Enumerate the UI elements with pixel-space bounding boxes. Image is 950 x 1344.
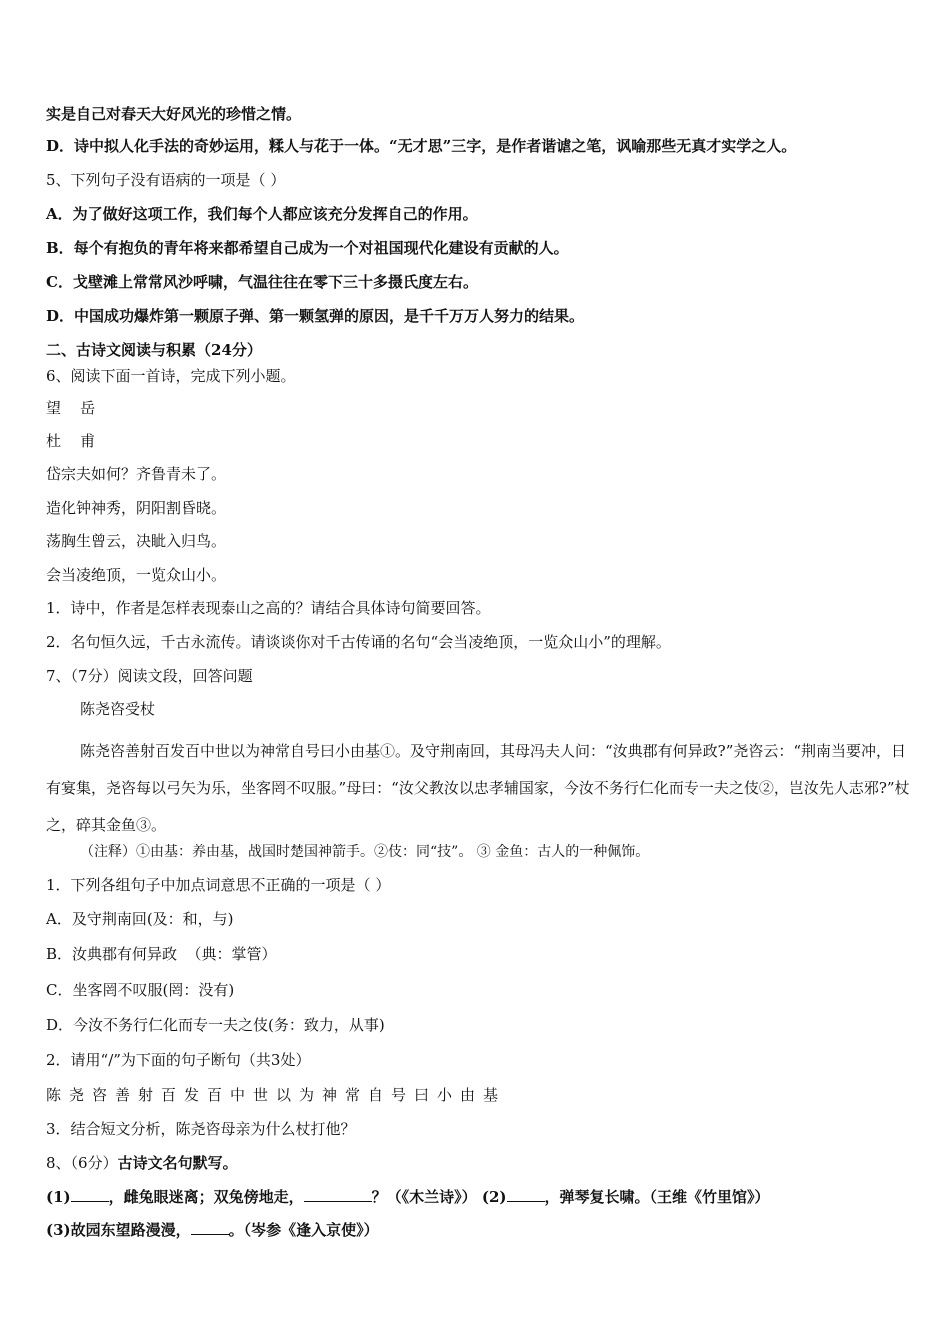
question-8-title: [46, 1153, 910, 1173]
option-d-line: D．诗中拟人化手法的奇妙运用，糅人与花于一体。“无才思”三字，是作者谐谑之笔，讽喻那些无真才实学之人。: [46, 137, 797, 155]
question-7-3: 3．结合短文分析，陈尧咨母亲为什么杖打他？: [46, 1120, 356, 1138]
question-7-1-option-a: A．及守荆南回(及：和，与): [46, 910, 234, 928]
answer-blank[interactable]: [304, 1187, 372, 1202]
text-line: 实是自己对春天大好风光的珍惜之情。: [46, 105, 302, 123]
poem-author: 杜 甫: [46, 432, 96, 450]
question-8-text: 古诗文名句默写。: [117, 1154, 238, 1172]
poem-line-3: 荡胸生曾云，决眦入归鸟。: [46, 532, 227, 550]
answer-blank[interactable]: [191, 1220, 229, 1235]
passage-title: 陈尧咨受杖: [80, 700, 156, 718]
fill-label-1: (1): [46, 1188, 71, 1206]
question-5-option-b: B．每个有抱负的青年将来都希望自己成为一个对祖国现代化建设有贡献的人。: [46, 239, 569, 257]
question-8-line-1: [46, 1187, 910, 1207]
question-6-title: 6、阅读下面一首诗，完成下列小题。: [46, 367, 296, 385]
answer-blank[interactable]: [71, 1187, 109, 1202]
question-8-number: 8、（6分）: [46, 1154, 118, 1172]
question-6-2: 2．名句恒久远，千古永流传。请谈谈你对千古传诵的名句“会当凌绝顶，一览众山小”的理解。: [46, 633, 671, 651]
question-5-option-d: D．中国成功爆炸第一颗原子弹、第一颗氢弹的原因，是千千万万人努力的结果。: [46, 307, 585, 325]
fill-text-5: 。（岑参《逢入京使》）: [228, 1221, 379, 1239]
poem-line-4: 会当凌绝顶，一览众山小。: [46, 566, 227, 584]
question-7-title: 7、（7分）阅读文段，回答问题: [46, 667, 253, 685]
question-8-line-3: [46, 1220, 910, 1240]
question-7-1-option-b: B．汝典郡有何异政 （典：掌管）: [46, 945, 277, 963]
question-5-title: 5、下列句子没有语病的一项是（ ）: [46, 171, 286, 189]
question-6-1: 1．诗中，作者是怎样表现泰山之高的？请结合具体诗句简要回答。: [46, 599, 491, 617]
answer-blank[interactable]: [507, 1187, 545, 1202]
question-5-option-c: C．戈壁滩上常常风沙呼啸，气温往往在零下三十多摄氏度左右。: [46, 273, 478, 291]
fill-text-3: ，弹琴复长啸。（王维《竹里馆》）: [544, 1188, 770, 1206]
question-7-1-option-d: D．今汝不务行仁化而专一夫之伎(务：致力，从事): [46, 1016, 385, 1034]
poem-line-1: 岱宗夫如何？齐鲁青未了。: [46, 465, 227, 483]
passage-paragraph: 陈尧咨善射百发百中世以为神常自号曰小由基①。及守荆南回，其母冯夫人问：“汝典郡有何异政?”尧咨云：“荆南当要冲，日有宴集，尧咨每以弓矢为乐，坐客罔不叹服。”母曰：“汝父教汝以忠孝辅国家，今汝不务行仁化而专一夫之伎②，岂汝先人志邪?”杖之，碎其金鱼③。: [46, 742, 910, 834]
question-7-2: 2．请用“/”为下面的句子断句（共3处）: [46, 1051, 311, 1069]
poem-title: 望 岳: [46, 399, 96, 417]
fill-text-2: ？（《木兰诗》） (2): [371, 1188, 507, 1206]
question-7-1-option-c: C．坐客罔不叹服(罔：没有): [46, 981, 235, 999]
passage-notes: （注释）①由基：养由基，战国时楚国神箭手。②伎：同“技”。 ③ 金鱼：古人的一种佩饰。: [80, 844, 650, 860]
fill-text-4: (3)故园东望路漫漫，: [46, 1221, 191, 1239]
section-2-heading: 二、古诗文阅读与积累（24分）: [46, 341, 262, 359]
question-7-1: 1．下列各组句子中加点词意思不正确的一项是（ ）: [46, 876, 391, 894]
fill-text-1: ，雌兔眼迷离；双兔傍地走，: [108, 1188, 304, 1206]
poem-line-2: 造化钟神秀，阴阳割昏晓。: [46, 499, 227, 517]
question-7-2-sentence: 陈尧咨善射百发百中世以为神常自号曰小由基: [46, 1086, 507, 1104]
question-5-option-a: A．为了做好这项工作，我们每个人都应该充分发挥自己的作用。: [46, 205, 478, 223]
